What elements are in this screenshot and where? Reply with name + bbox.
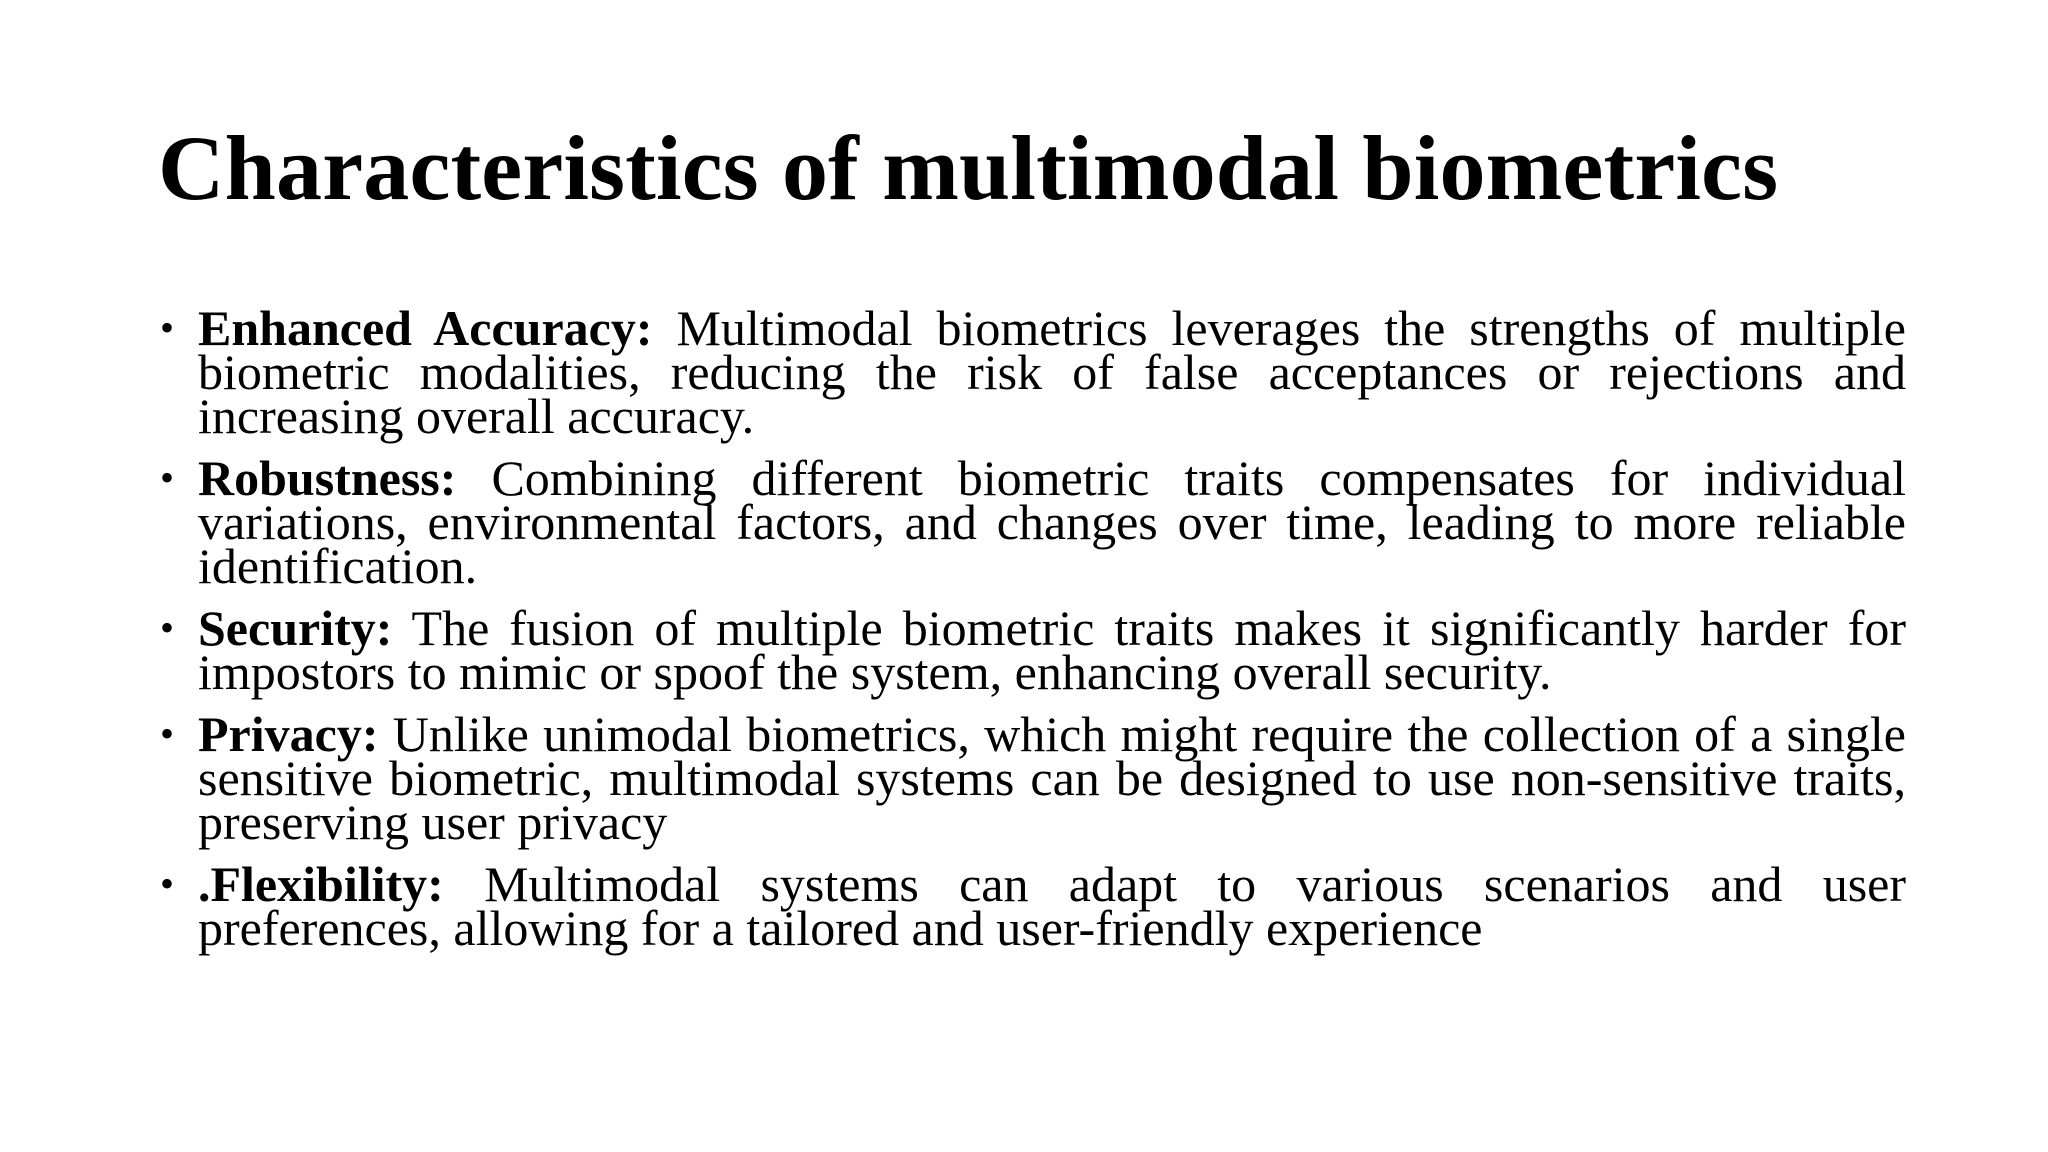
bullet-point-icon: •	[160, 861, 175, 906]
bullet-point-icon: •	[160, 605, 175, 650]
bullet-item-privacy	[158, 706, 1906, 850]
bullet-heading: Robustness:	[198, 450, 457, 506]
bullet-text: Combining different biometric traits compensates for individual variations, environmental factors, and changes over time, leading to more reliable identification.	[198, 450, 1906, 594]
bullet-text: Unlike unimodal biometrics, which might require the collection of a single sensitive biometric, multimodal systems can be designed to use non-sensitive traits, preserving user privacy	[198, 706, 1906, 850]
slide-title: Characteristics of multimodal biometrics	[158, 117, 1779, 219]
bullet-text: Multimodal biometrics leverages the strengths of multiple biometric modalities, reducing the risk of false acceptances or rejections and increasing overall accuracy.	[198, 300, 1906, 444]
bullet-item-robustness	[158, 450, 1906, 594]
bullet-text: The fusion of multiple biometric traits makes it significantly harder for impostors to mimic or spoof the system, enhancing overall security.	[198, 600, 1906, 700]
bullet-text: Multimodal systems can adapt to various scenarios and user preferences, allowing for a tailored and user-friendly experience	[198, 856, 1906, 956]
bullet-item-enhanced-accuracy	[158, 300, 1906, 444]
bullet-list	[158, 300, 1906, 956]
bullet-point-icon: •	[160, 305, 175, 350]
bullet-heading: Privacy:	[198, 706, 379, 762]
bullet-heading: .Flexibility:	[198, 856, 444, 912]
bullet-heading: Security:	[198, 600, 393, 656]
bullet-item-flexibility	[158, 856, 1906, 956]
bullet-point-icon: •	[160, 711, 175, 756]
bullet-item-security	[158, 600, 1906, 700]
bullet-heading: Enhanced Accuracy:	[198, 300, 653, 356]
bullet-point-icon: •	[160, 455, 175, 500]
